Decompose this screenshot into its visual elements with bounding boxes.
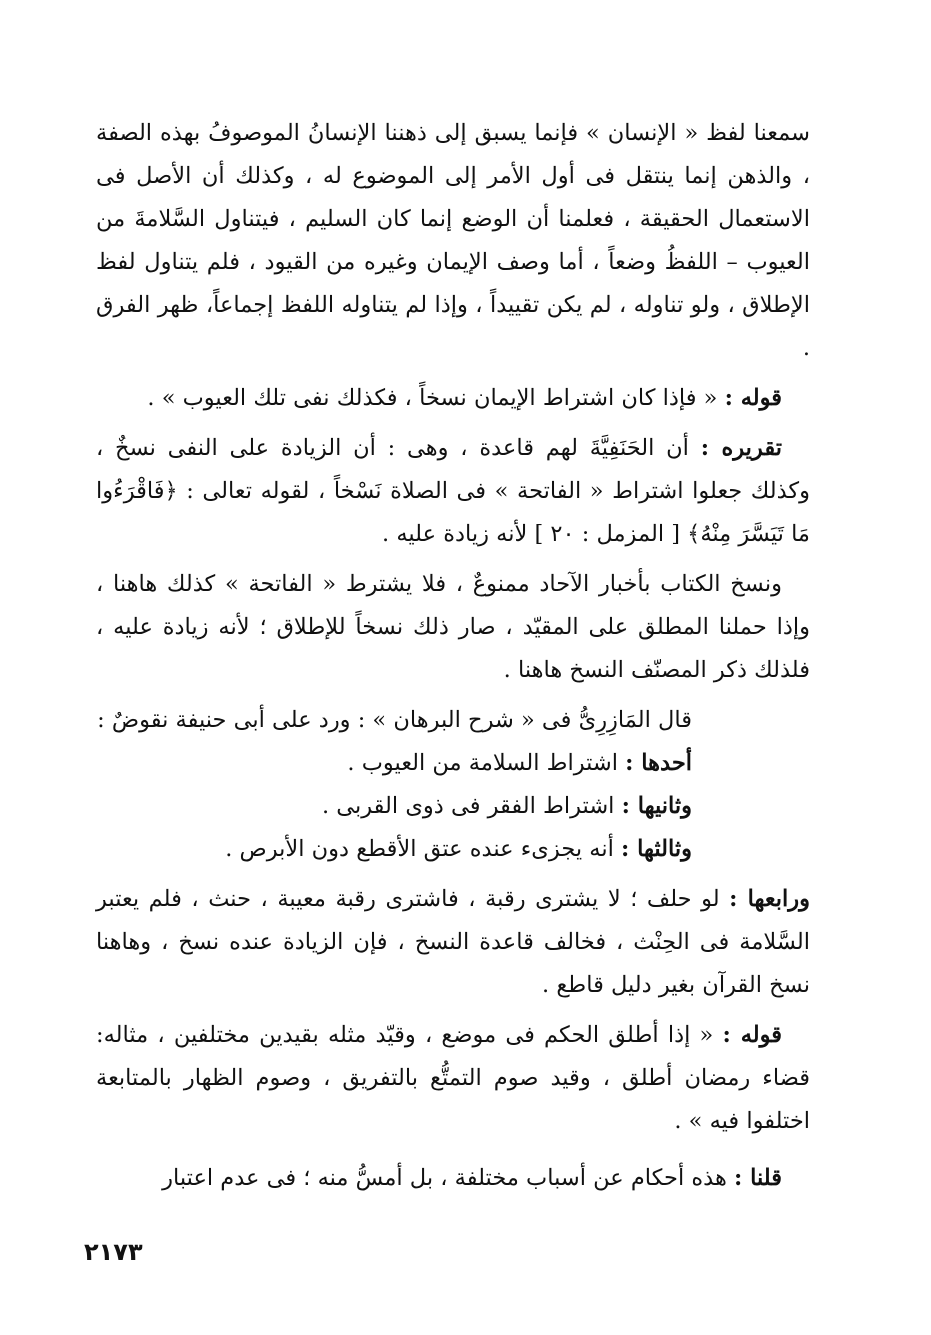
paragraph-text: اشتراط السلامة من العيوب . xyxy=(347,750,626,776)
paragraph-3 xyxy=(96,427,810,556)
paragraph-6 xyxy=(96,742,810,785)
paragraph-lead: وثانيها : xyxy=(621,793,692,819)
paragraph-5 xyxy=(96,699,810,742)
paragraph-2 xyxy=(96,377,810,420)
paragraph-9 xyxy=(96,878,810,1007)
paragraph-11 xyxy=(96,1157,810,1200)
paragraph-lead: ورابعها : xyxy=(729,886,811,912)
paragraph-lead: قوله : xyxy=(724,385,782,411)
paragraph-text: اشتراط الفقر فى ذوى القربى . xyxy=(321,793,622,819)
paragraph-text: لو حلف ؛ لا يشترى رقبة ، فاشترى رقبة معيبة ، حنث ، فلم يعتبر السَّلامة فى الحِنْث ، فخالف قاعدة النسخ ، فإن الزيادة عنده نسخ ، وهاهنا نسخ القرآن بغير دليل قاطع . xyxy=(96,886,810,998)
paragraph-text: « إذا أطلق الحكم فى موضع ، وقيّد مثله بقيدين مختلفين ، مثاله: قضاء رمضان أطلق ، وقيد صوم التمتُّع بالتفريق ، وصوم الظهار بالمتابعة اختلفوا فيه » . xyxy=(96,1022,810,1134)
paragraph-10 xyxy=(96,1014,810,1143)
paragraph-lead: قلنا : xyxy=(734,1165,782,1191)
page-text-body xyxy=(96,112,810,1200)
paragraph-lead: وثالثها : xyxy=(621,836,692,862)
paragraph-1 xyxy=(96,112,810,370)
paragraph-text: ونسخ الكتاب بأخبار الآحاد ممنوعٌ ، فلا يشترط « الفاتحة » كذلك هاهنا ، وإذا حملنا المطلق على المقيّد ، صار ذلك نسخاً للإطلاق ؛ لأنه زيادة عليه ، فلذلك ذكر المصنّف النسخ هاهنا . xyxy=(96,571,810,683)
paragraph-4 xyxy=(96,563,810,692)
paragraph-text: سمعنا لفظ « الإنسان » فإنما يسبق إلى ذهننا الإنسانُ الموصوفُ بهذه الصفة ، والذهن إنما ينتقل فى أول الأمر إلى الموضوع له ، وكذلك أن الأصل فى الاستعمال الحقيقة ، فعلمنا أن الوضع إنما كان السليم ، فيتناول السَّلامةَ من العيوب – اللفظُ وضعاً ، أما وصف الإيمان وغيره من القيود ، فلم يتناول لفظ الإطلاق ، ولو تناوله ، لم يكن تقييداً ، وإذا لم يتناوله اللفظ إجماعاً، ظهر الفرق . xyxy=(96,120,810,361)
paragraph-text: قال المَازِرِىُّ فى « شرح البرهان » : ورد على أبى حنيفة نقوضٌ : xyxy=(97,707,692,733)
paragraph-text: أن الحَنَفِيَّةَ لهم قاعدة ، وهى : أن الزيادة على النفى نسخٌ ، وكذلك جعلوا اشتراط « الفاتحة » فى الصلاة نَسْخاً ، لقوله تعالى : ﴿فَاقْرَءُوا مَا تَيَسَّرَ مِنْهُ﴾ [ المزمل : ٢٠ ] لأنه زيادة عليه . xyxy=(96,435,810,547)
paragraph-lead: تقريره : xyxy=(700,435,782,461)
paragraph-lead: قوله : xyxy=(722,1022,782,1048)
paragraph-text: أنه يجزىء عنده عتق الأقطع دون الأبرص . xyxy=(225,836,621,862)
page-number: ٢١٧٣ xyxy=(84,1238,143,1266)
paragraph-8 xyxy=(96,828,810,871)
paragraph-lead: أحدها : xyxy=(625,750,692,776)
paragraph-text: « فإذا كان اشتراط الإيمان نسخاً ، فكذلك نفى تلك العيوب » . xyxy=(147,385,725,411)
paragraph-text: هذه أحكام عن أسباب مختلفة ، بل أمسُّ منه ؛ فى عدم اعتبار xyxy=(162,1165,734,1191)
paragraph-7 xyxy=(96,785,810,828)
